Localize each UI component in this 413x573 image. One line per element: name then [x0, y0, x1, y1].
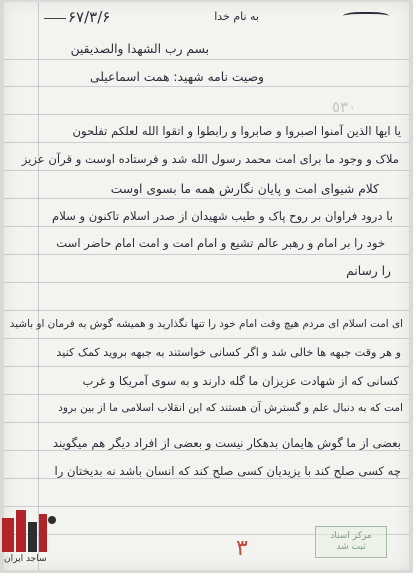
- line-4: ملاک و وجود ما برای امت محمد رسول الله شد و فرستاده اوست و قرآن عزیز: [21, 152, 399, 166]
- line-10: و هر وقت جبهه ها خالی شد و اگر کسانی خواستند به جبهه بروید کمک کنید: [56, 346, 401, 359]
- logo-caption: ساجد ایران: [4, 554, 47, 564]
- ruled-line: [4, 506, 409, 507]
- ruled-line: [4, 198, 409, 199]
- header-flourish: [343, 12, 389, 22]
- line-8: را رسانم: [346, 264, 391, 278]
- archive-stamp: [315, 526, 387, 558]
- ruled-line: [4, 366, 409, 367]
- basmala-heading: به نام خدا: [214, 10, 259, 23]
- line-12: امت که به دنبال علم و گسترش آن هستند که این انقلاب اسلامی ما از بین برود: [58, 402, 403, 414]
- ruled-line: [4, 310, 409, 311]
- stamp-line-1: مرکز اسناد: [330, 531, 372, 541]
- ruled-line: [4, 170, 409, 171]
- line-13: بعضی از ما گوش هایمان بدهکار نیست و بعضی از افراد دیگر هم میگویند: [52, 436, 401, 450]
- ruled-line: [4, 450, 409, 451]
- line-9: ای امت اسلام ای مردم هیچ وقت امام خود را تنها نگذارید و همیشه گوش به فرمان او باشید: [9, 318, 403, 330]
- ruled-line: [4, 338, 409, 339]
- ruled-line: [4, 422, 409, 423]
- ruled-line: [4, 86, 409, 87]
- ruled-line: [4, 142, 409, 143]
- date-written: ۶۷/۳/۶: [68, 8, 111, 26]
- line-2: وصیت نامه شهید: همت اسماعیلی: [89, 70, 264, 84]
- ruled-line: [4, 478, 409, 479]
- ruled-line: [4, 394, 409, 395]
- line-1: بسم رب الشهدا والصدیقین: [70, 42, 209, 56]
- bleed-through-mark: ٥٣٠: [332, 98, 357, 116]
- line-5: کلام شیوای امت و پایان نگارش همه ما بسوی اوست: [110, 182, 379, 196]
- line-7: خود را بر امام و رهبر عالم تشیع و امام امت و امت امام حاضر است: [56, 236, 385, 250]
- ruled-line: [4, 282, 409, 283]
- stamp-line-2: ثبت شد: [336, 542, 366, 552]
- ruled-line: [4, 226, 409, 227]
- handwritten-will-page: [4, 2, 409, 570]
- line-11: کسانی که از شهادت عزیزان ما گله دارند و به سوی آمریکا و غرب: [82, 374, 399, 388]
- line-3: یا ایها الذین آمنوا اصبروا و صابروا و رابطوا و اتقوا الله لعلکم تفلحون: [72, 124, 401, 138]
- line-6: با درود فراوان بر روح پاک و طیب شهیدان از صدر اسلام تاکنون و سلام: [52, 209, 393, 223]
- margin-line: [38, 2, 39, 570]
- page-number: ۳: [236, 536, 248, 561]
- ruled-line: [4, 59, 409, 60]
- line-14: چه کسی صلح کند با یزیدیان کسی صلح کند که انسان باشد نه بدیختان را: [54, 464, 401, 478]
- ruled-line: [4, 254, 409, 255]
